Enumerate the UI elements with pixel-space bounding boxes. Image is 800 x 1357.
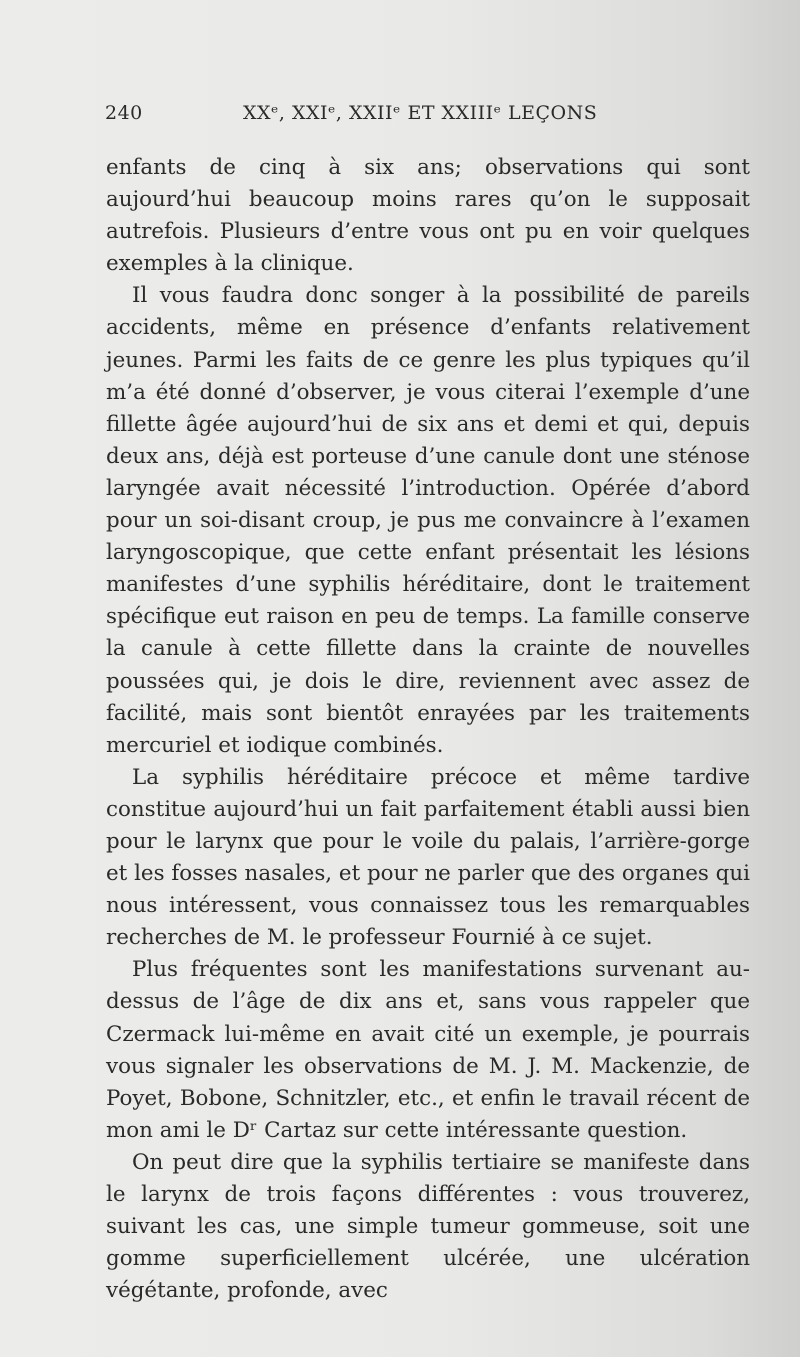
paragraph-5: On peut dire que la syphilis tertiaire se manifeste dans le larynx de trois façons différentes : vous trouverez, suivant les cas, une simple tumeur gommeuse, soit une gomme superficiellement ulcérée, une ulcération végétante, profonde, avec [106,1149,750,1304]
paragraph-4: Plus fréquentes sont les manifestations survenant au-dessus de l’âge de dix ans et, sans vous rappeler que Czermack lui-même en avait cité un exemple, je pourrais vous signaler les observations de M. J. M. Mackenzie, de Poyet, Bobone, Schnitzler, etc., et enfin le travail récent de mon ami le Dʳ Cartaz sur cette intéressante question. [106,957,750,1143]
paragraph-3: La syphilis héréditaire précoce et même tardive constitue aujourd’hui un fait parfaitement établi aussi bien pour le larynx que pour le voile du palais, l’arrière-gorge et les fosses nasales, et pour ne parler que des organes qui nous intéressent, vous connaissez tous les remarquables recherches de M. le professeur Fournié à ce sujet. [106,764,750,951]
body-text [106,152,750,1307]
paragraph-2: Il vous faudra donc songer à la possibilité de pareils accidents, même en présence d’enfants relativement jeunes. Parmi les faits de ce genre les plus typiques qu’il m’a été donné d’observer, je vous citerai l’exemple d’une fillette âgée aujourd’hui de six ans et demi et qui, depuis deux ans, déjà est porteuse d’une canule dont une sténose laryngée avait nécessité l’introduction. Opérée d’abord pour un soi-disant croup, je pus me convaincre à l’examen laryngoscopique, que cette enfant présentait les lésions manifestes d’une syphilis héréditaire, dont le traitement spécifique eut raison en peu de temps. La famille conserve la canule à cette fillette dans la crainte de nouvelles poussées qui, je dois le dire, reviennent avec assez de facilité, mais sont bientôt enrayées par les traitements mercuriel et iodique combinés. [106,283,750,758]
running-title: XXᵉ, XXIᵉ, XXIIᵉ ET XXIIIᵉ LEÇONS [243,102,598,124]
page-number: 240 [105,102,143,124]
paragraph-1: enfants de cinq à six ans; observations qui sont aujourd’hui beaucoup moins rares qu’on le supposait autrefois. Plusieurs d’entre vous ont pu en voir quelques exemples à la clinique. [106,155,750,277]
